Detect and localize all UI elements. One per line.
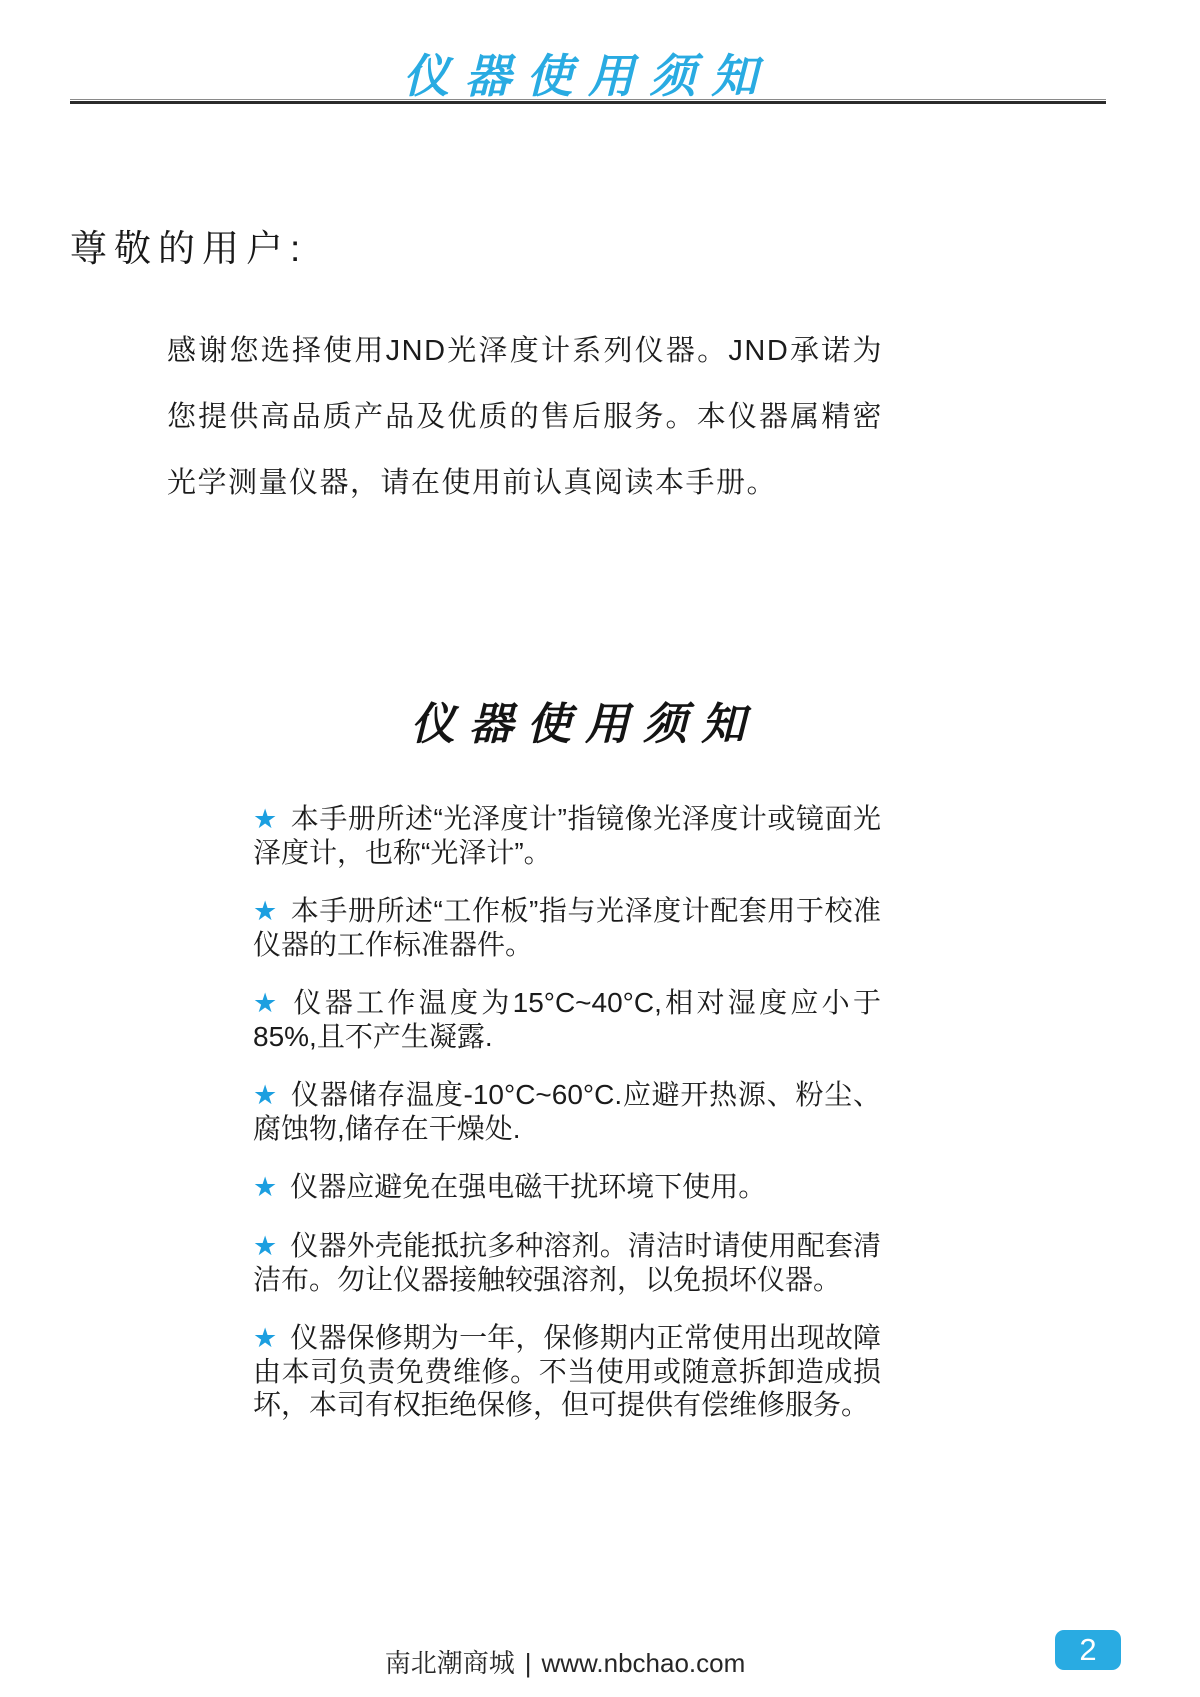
page-number-badge [1055,1630,1121,1670]
star-bullet-icon: ★ [253,804,278,834]
notice-item [253,1321,881,1421]
star-bullet-icon: ★ [253,988,281,1018]
footer-separator: | [524,1648,532,1678]
footer [0,1643,1130,1680]
notice-item-text: 仪器保修期为一年，保修期内正常使用出现故障由本司负责免费维修。不当使用或随意拆卸造成损坏，本司有权拒绝保修，但可提供有偿维修服务。 [253,1322,881,1420]
notice-item [253,802,881,869]
header-divider [70,99,1106,104]
notice-item [253,986,881,1053]
notice-item [253,1170,881,1204]
greeting-heading: 尊敬的用户: [70,228,308,269]
page-header-title: 仪器使用须知 [403,50,773,102]
footer-site-name: 南北潮商城 [384,1648,515,1678]
star-bullet-icon: ★ [253,1231,278,1261]
notice-item-text: 本手册所述“光泽度计”指镜像光泽度计或镜面光泽度计，也称“光泽计”。 [253,803,881,868]
star-bullet-icon: ★ [253,896,278,926]
notice-item [253,1078,881,1145]
notice-section-title: 仪器使用须知 [410,700,760,749]
page-number: 2 [1079,1632,1097,1667]
notice-item [253,894,881,961]
notice-item-text: 本手册所述“工作板”指与光泽度计配套用于校准仪器的工作标准器件。 [253,895,881,960]
intro-paragraph: 感谢您选择使用JND光泽度计系列仪器。JND承诺为您提供高品质产品及优质的售后服务。本仪器属精密光学测量仪器，请在使用前认真阅读本手册。 [167,335,883,499]
notice-item-text: 仪器外壳能抵抗多种溶剂。清洁时请使用配套清洁布。勿让仪器接触较强溶剂，以免损坏仪器。 [253,1230,881,1295]
star-bullet-icon: ★ [253,1172,278,1202]
notice-item-text: 仪器应避免在强电磁干扰环境下使用。 [290,1171,767,1202]
notice-list [253,802,881,1446]
notice-item [253,1229,881,1296]
notice-item-text: 仪器储存温度-10°C~60°C.应避开热源、粉尘、腐蚀物,储存在干燥处. [253,1079,881,1144]
star-bullet-icon: ★ [253,1080,278,1110]
footer-url-link[interactable]: www.nbchao.com [541,1648,746,1678]
star-bullet-icon: ★ [253,1323,278,1353]
notice-item-text: 仪器工作温度为15°C~40°C,相对湿度应小于85%,且不产生凝露. [253,987,881,1052]
